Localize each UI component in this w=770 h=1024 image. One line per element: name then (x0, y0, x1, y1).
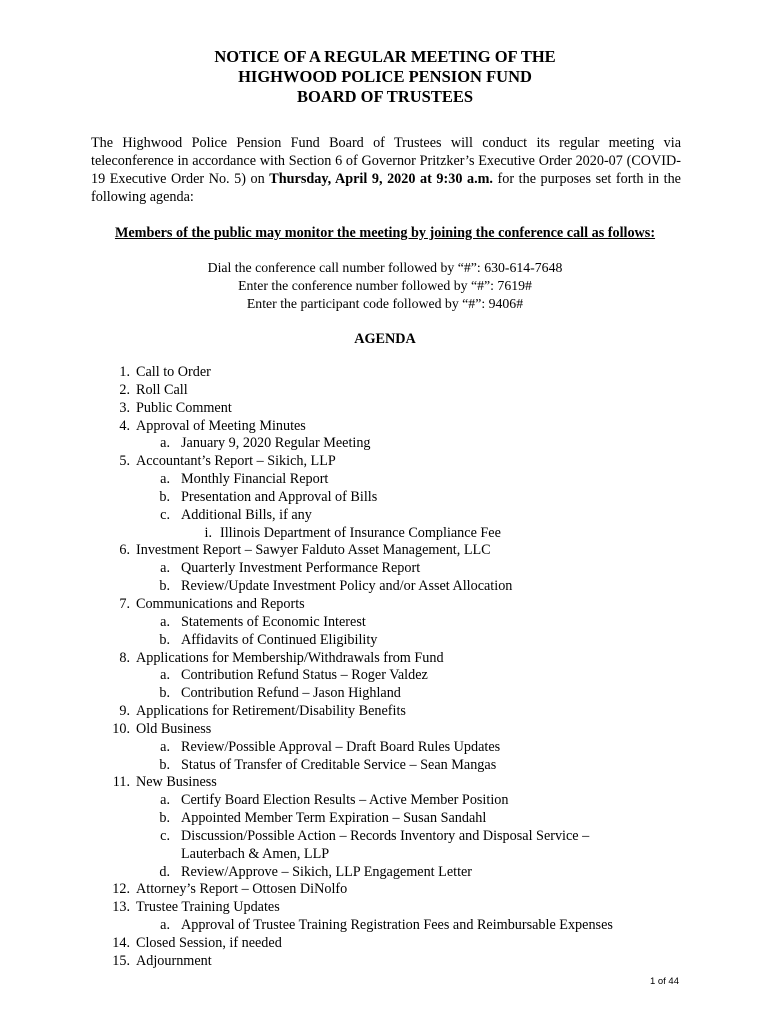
title-line-2: HIGHWOOD POLICE PENSION FUND (238, 67, 532, 86)
agenda-item-text: Review/Possible Approval – Draft Board Rules Updates (181, 738, 501, 755)
agenda-item (0, 953, 770, 971)
agenda-item-text: Public Comment (136, 399, 232, 416)
agenda-item (0, 596, 770, 614)
page-number: 1 of 44 (649, 976, 679, 987)
public-notice-heading: Members of the public may monitor the meeting by joining the conference call as follows: (114, 225, 656, 241)
agenda-item-number: a. (160, 613, 170, 630)
agenda-item (0, 667, 770, 685)
agenda-item-number: a. (160, 738, 170, 755)
agenda-item-text: Roll Call (136, 381, 188, 398)
agenda-item (0, 614, 770, 632)
title-line-3: BOARD OF TRUSTEES (296, 87, 474, 106)
agenda-item-text: Investment Report – Sawyer Falduto Asset Management, LLC (136, 542, 491, 559)
agenda-item-text: Adjournment (136, 952, 212, 969)
intro-text-after: for the purposes set forth in the following agenda: (91, 171, 681, 205)
agenda-item-text: Communications and Reports (136, 595, 305, 612)
agenda-item-number: 1. (119, 364, 130, 380)
agenda-item-text: Lauterbach & Amen, LLP (181, 845, 330, 862)
agenda-item-number: a. (160, 792, 170, 809)
agenda-item-text: Contribution Refund Status – Roger Valdez (181, 667, 428, 684)
intro-paragraph (91, 134, 681, 206)
agenda-item (0, 489, 770, 507)
agenda-item-text: Call to Order (136, 364, 211, 380)
agenda-item (0, 899, 770, 917)
agenda-item-text: Review/Update Investment Policy and/or Asset Allocation (181, 578, 513, 595)
agenda-item-number: c. (160, 827, 170, 844)
agenda-item-text: Appointed Member Term Expiration – Susan Sandahl (181, 810, 487, 827)
agenda-item-number: c. (160, 506, 170, 523)
agenda-item-text: Trustee Training Updates (136, 899, 280, 916)
agenda-item-number: a. (160, 560, 170, 577)
agenda-item-text: Affidavits of Continued Eligibility (181, 631, 378, 648)
agenda-item (0, 721, 770, 739)
participant-code-instruction: Enter the participant code followed by “#”: 9406# (246, 296, 524, 311)
agenda-item (0, 560, 770, 578)
agenda-item (0, 846, 770, 864)
agenda-item-number: a. (160, 917, 170, 934)
agenda-item-text: Monthly Financial Report (181, 471, 329, 488)
agenda-item-text: Discussion/Possible Action – Records Inventory and Disposal Service – (181, 827, 590, 844)
agenda-item (0, 578, 770, 596)
agenda-item-text: Approval of Meeting Minutes (136, 417, 306, 434)
agenda-item-text: Quarterly Investment Performance Report (181, 560, 421, 577)
intro-text-before: The Highwood Police Pension Fund Board of Trustees will conduct its regular meeting via teleconference in accordance with Section 6 of Governor Pritzker’s Executive Order 2020-07 (COVID-19 Executive Order No. 5) on (91, 135, 681, 187)
agenda-item-number: 3. (119, 399, 130, 416)
title-line-1: NOTICE OF A REGULAR MEETING OF THE (214, 47, 556, 66)
conference-details (0, 259, 770, 313)
agenda-item (0, 810, 770, 828)
agenda-item-text: Review/Approve – Sikich, LLP Engagement Letter (181, 863, 473, 880)
agenda-item-text: Statements of Economic Interest (181, 613, 366, 630)
agenda-item-number: d. (159, 863, 170, 880)
agenda-item-text: Applications for Membership/Withdrawals from Fund (136, 649, 444, 666)
agenda-item (0, 650, 770, 668)
agenda-item-number: 6. (119, 542, 130, 559)
document-title (0, 47, 770, 107)
meeting-date: Thursday, April 9, 2020 at 9:30 a.m. (269, 171, 493, 187)
agenda-item (0, 418, 770, 436)
agenda-item-number: 9. (119, 703, 130, 720)
agenda-item (0, 935, 770, 953)
agenda-item-number: 10. (112, 720, 130, 737)
agenda-list (0, 364, 770, 971)
agenda-item-text: Illinois Department of Insurance Compliance Fee (220, 524, 501, 541)
conference-number-instruction: Enter the conference number followed by “#”: 7619# (238, 278, 532, 293)
agenda-item (0, 757, 770, 775)
agenda-item (0, 881, 770, 899)
agenda-item (0, 471, 770, 489)
agenda-item-number: a. (160, 667, 170, 684)
agenda-item-number: 15. (112, 952, 130, 969)
agenda-item-number: b. (159, 488, 170, 505)
agenda-item-text: Attorney’s Report – Ottosen DiNolfo (136, 881, 348, 898)
agenda-item-text: Approval of Trustee Training Registration Fees and Reimbursable Expenses (181, 917, 613, 934)
agenda-item-number: 11. (112, 774, 130, 791)
agenda-item (0, 917, 770, 935)
agenda-heading: AGENDA (354, 331, 416, 347)
agenda-item (0, 382, 770, 400)
agenda-item-number: a. (160, 435, 170, 452)
agenda-item-text: Status of Transfer of Creditable Service – Sean Mangas (181, 756, 497, 773)
agenda-item-number: b. (159, 685, 170, 702)
agenda-item-number: 13. (112, 899, 130, 916)
agenda-item (0, 685, 770, 703)
agenda-item (0, 774, 770, 792)
agenda-item (0, 792, 770, 810)
agenda-item-text: New Business (136, 774, 217, 791)
agenda-item-number: 14. (112, 935, 130, 951)
agenda-item-text: Additional Bills, if any (181, 506, 312, 523)
agenda-item-number: 4. (119, 417, 130, 434)
agenda-item-text: Accountant’s Report – Sikich, LLP (136, 453, 336, 470)
agenda-item-text: January 9, 2020 Regular Meeting (181, 435, 371, 452)
agenda-item (0, 542, 770, 560)
agenda-item (0, 864, 770, 882)
agenda-item (0, 739, 770, 757)
agenda-item-number: 2. (119, 381, 130, 398)
agenda-item-number: b. (159, 578, 170, 595)
agenda-item-text: Presentation and Approval of Bills (181, 488, 378, 505)
agenda-item-number: 12. (112, 881, 130, 898)
agenda-item-number: 7. (119, 595, 130, 612)
agenda-item-text: Applications for Retirement/Disability Benefits (136, 703, 406, 720)
agenda-item (0, 400, 770, 418)
agenda-item-number: b. (159, 810, 170, 827)
agenda-item-number: 5. (119, 453, 130, 470)
agenda-item-number: 8. (119, 649, 130, 666)
agenda-item-text: Old Business (136, 720, 212, 737)
agenda-item (0, 632, 770, 650)
agenda-item (0, 364, 770, 382)
agenda-item-number: a. (160, 471, 170, 488)
agenda-item-number: b. (159, 756, 170, 773)
dial-instruction: Dial the conference call number followed by “#”: 630-614-7648 (207, 260, 563, 275)
agenda-item (0, 435, 770, 453)
agenda-item (0, 507, 770, 525)
agenda-item-number: i. (204, 524, 212, 541)
agenda-item (0, 703, 770, 721)
agenda-item-text: Closed Session, if needed (136, 935, 282, 951)
agenda-item-text: Contribution Refund – Jason Highland (181, 685, 401, 702)
agenda-item-number: b. (159, 631, 170, 648)
agenda-item (0, 453, 770, 471)
agenda-item (0, 828, 770, 846)
agenda-item (0, 525, 770, 543)
agenda-item-text: Certify Board Election Results – Active Member Position (181, 792, 509, 809)
